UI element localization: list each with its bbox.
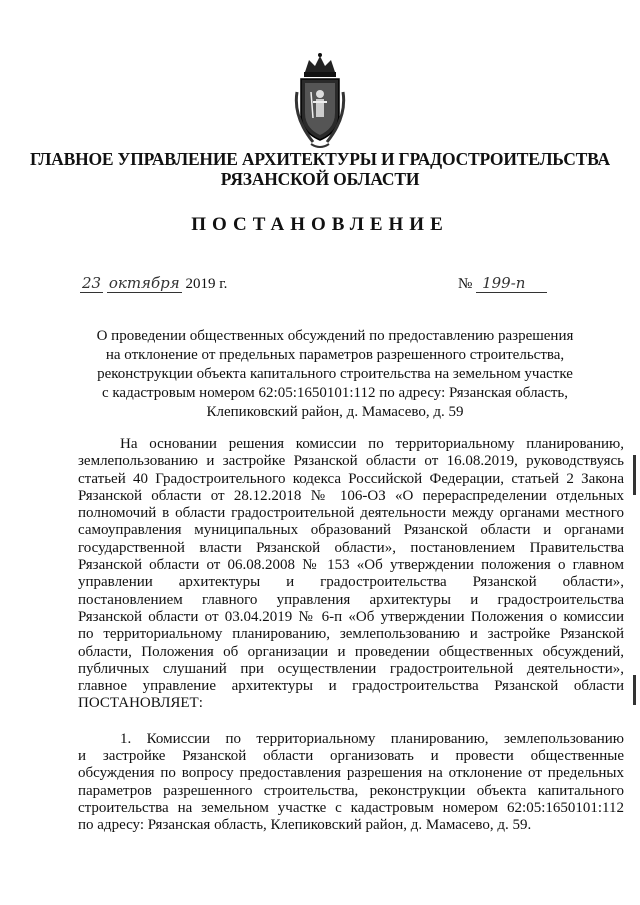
preamble-line: Рязанской области от 06.08.2008 № 153 «Об утверждении положения о главном [78,557,624,574]
subject-line: Клепиковский район, д. Мамасево, д. 59 [206,404,464,420]
agency-name-line1: ГЛАВНОЕ УПРАВЛЕНИЕ АРХИТЕКТУРЫ И ГРАДОСТРОИТЕЛЬСТВА [30,149,610,169]
document-type-heading: ПОСТАНОВЛЕНИЕ [191,214,449,235]
preamble-line: публичных слушаний при осуществлении градостроительной деятельности», [78,660,624,677]
preamble-line: постановлением главного управления архитектуры и градостроительства [78,591,624,608]
document-date [80,274,227,293]
item-1-line: 1. Комиссии по территориальному планированию, землепользованию [120,730,624,747]
item-1-line: по адресу: Рязанская область, Клепиковский район, д. Мамасево, д. 59. [78,817,532,834]
item-1-line: обсуждения по вопросу предоставления разрешения на отклонение от предельных [78,765,624,782]
document-body [78,436,624,835]
preamble-line: управлении архитектуры и градостроительства Рязанской области», [78,574,624,591]
resolution-keyword: ПОСТАНОВЛЯЕТ: [78,695,203,712]
document-subject [60,327,610,422]
preamble-line: статьей 40 Градостроительного кодекса Российской Федерации, статьей 2 Закона [78,470,624,487]
subject-line: реконструкции объекта капитального строительства на земельном участке [97,366,573,382]
subject-line: О проведении общественных обсуждений по предоставлению разрешения [96,328,574,344]
preamble-line: области, Положения об организации и проведении общественных обсуждений, [78,643,624,660]
coat-of-arms-emblem [291,52,349,152]
preamble-line: На основании решения комиссии по территориальному планированию, [120,436,624,452]
document-number [458,274,547,293]
item-1-line: строительства на земельном участке с кадастровым номером 62:05:1650101:112 [78,799,624,816]
scan-edge-mark [633,675,636,705]
preamble-line: главное управление архитектуры и градостроительства Рязанской области [78,678,624,695]
preamble-line: полномочий в области градостроительной деятельности между органами местного [78,505,624,522]
number-value: 199-п [476,274,547,293]
subject-line: с кадастровым номером 62:05:1650101:112 по адресу: Рязанская область, [101,385,569,401]
date-month: октября [108,274,180,292]
date-year: 2019 г. [185,276,228,292]
scan-edge-mark [633,455,636,495]
date-day: 23 [82,274,102,292]
preamble-line: государственной власти Рязанской области», постановлением Правительства [78,539,624,556]
preamble-line: Рязанской области от 03.04.2019 № 6-п «Об утверждении Положения о комиссии [78,608,624,625]
subject-line: на отклонение от предельных параметров разрешенного строительства, [105,347,565,363]
preamble-line: землепользованию и застройке Рязанской области от 16.08.2019, руководствуясь [78,453,624,470]
preamble-line: Рязанской области от 28.12.2018 № 106-ОЗ «О перераспределении отдельных [78,487,624,504]
preamble-line: по территориальному планированию, землепользованию и застройке Рязанской [78,626,624,643]
preamble-line: самоуправления муниципальных образований Рязанской области и органами [78,522,624,539]
number-prefix: № [458,276,473,292]
item-1-line: параметров разрешенного строительства, реконструкции объекта капитального [78,782,624,799]
agency-name-line2: РЯЗАНСКОЙ ОБЛАСТИ [220,169,420,189]
item-1-line: и застройке Рязанской области организовать и провести общественные [78,748,624,765]
